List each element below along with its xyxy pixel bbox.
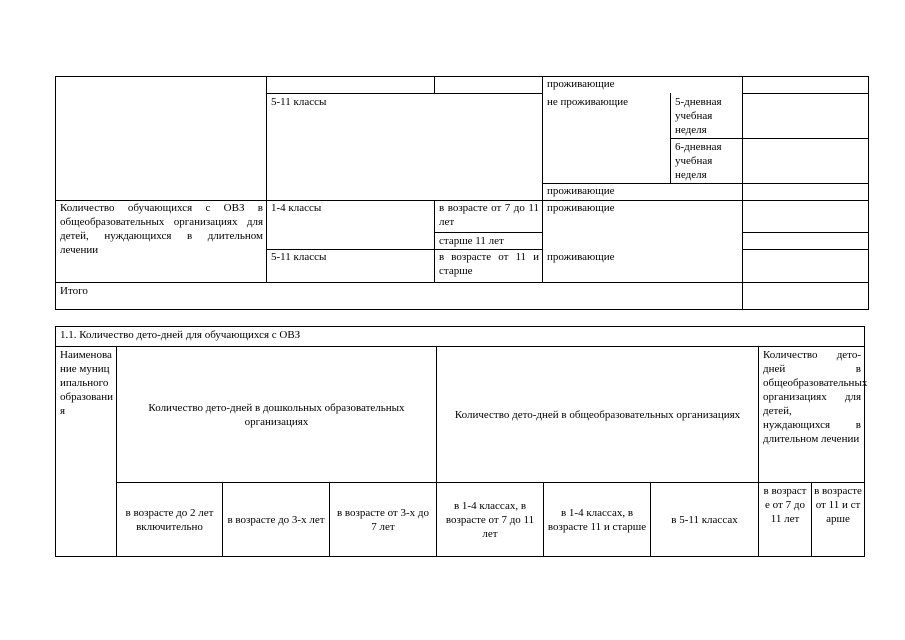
longterm-age-7-11-header: в возрасте от 7 до 11 лет <box>763 485 807 525</box>
longterm-age-11-plus-header: в возрасте от 11 и старше <box>814 485 862 525</box>
longterm-days-header: Количество дето-дней в общеобразовательных организациях для детей, нуждающихся в длительном лечении <box>763 349 868 445</box>
living-label-mid: проживающие <box>547 185 615 197</box>
grade-5-11-header: в 5-11 классах <box>671 513 738 526</box>
living-label-b: проживающие <box>547 251 615 263</box>
age-11-older-label: в возрасте от 11 и старше <box>439 251 539 277</box>
ovz-longterm-label: Количество обучающихся с ОВЗ в общеобразовательных организациях для детей, нуждающихся в длительном лечении <box>60 202 263 256</box>
living-label-a: проживающие <box>547 202 615 214</box>
table-caption: 1.1. Количество дето-дней для обучающихся с ОВЗ <box>60 329 301 341</box>
grade-5-11-label: 5-11 классы <box>271 96 327 108</box>
age-up-to-2-header: в возрасте до 2 лет включительно <box>125 506 214 533</box>
older-11-label: старше 11 лет <box>439 235 504 247</box>
municipality-header: Наименование муниципального образования <box>60 349 113 417</box>
six-day-week-label: 6-дневная учебная неделя <box>675 141 722 181</box>
age-7-11-label: в возрасте от 7 до 11 лет <box>439 202 539 228</box>
living-label-top: проживающие <box>547 78 615 90</box>
total-label: Итого <box>60 285 88 297</box>
grade-1-4-age-7-11-header: в 1-4 классах, в возрасте от 7 до 11 лет <box>445 499 535 540</box>
preschool-days-header: Количество дето-дней в дошкольных образовательных организациях <box>148 401 405 428</box>
grade-1-4-age-11-plus-header: в 1-4 классах, в возрасте 11 и старше <box>547 506 647 533</box>
age-up-to-3-header: в возрасте до 3-х лет <box>227 513 325 526</box>
grade-5-11-label-b: 5-11 классы <box>271 251 327 263</box>
five-day-week-label: 5-дневная учебная неделя <box>675 96 722 136</box>
grade-1-4-label: 1-4 классы <box>271 202 322 214</box>
general-days-header: Количество дето-дней в общеобразовательных организациях <box>454 408 741 421</box>
age-3-7-header: в возрасте от 3-х до 7 лет <box>336 506 430 533</box>
not-living-label: не проживающие <box>547 96 629 108</box>
